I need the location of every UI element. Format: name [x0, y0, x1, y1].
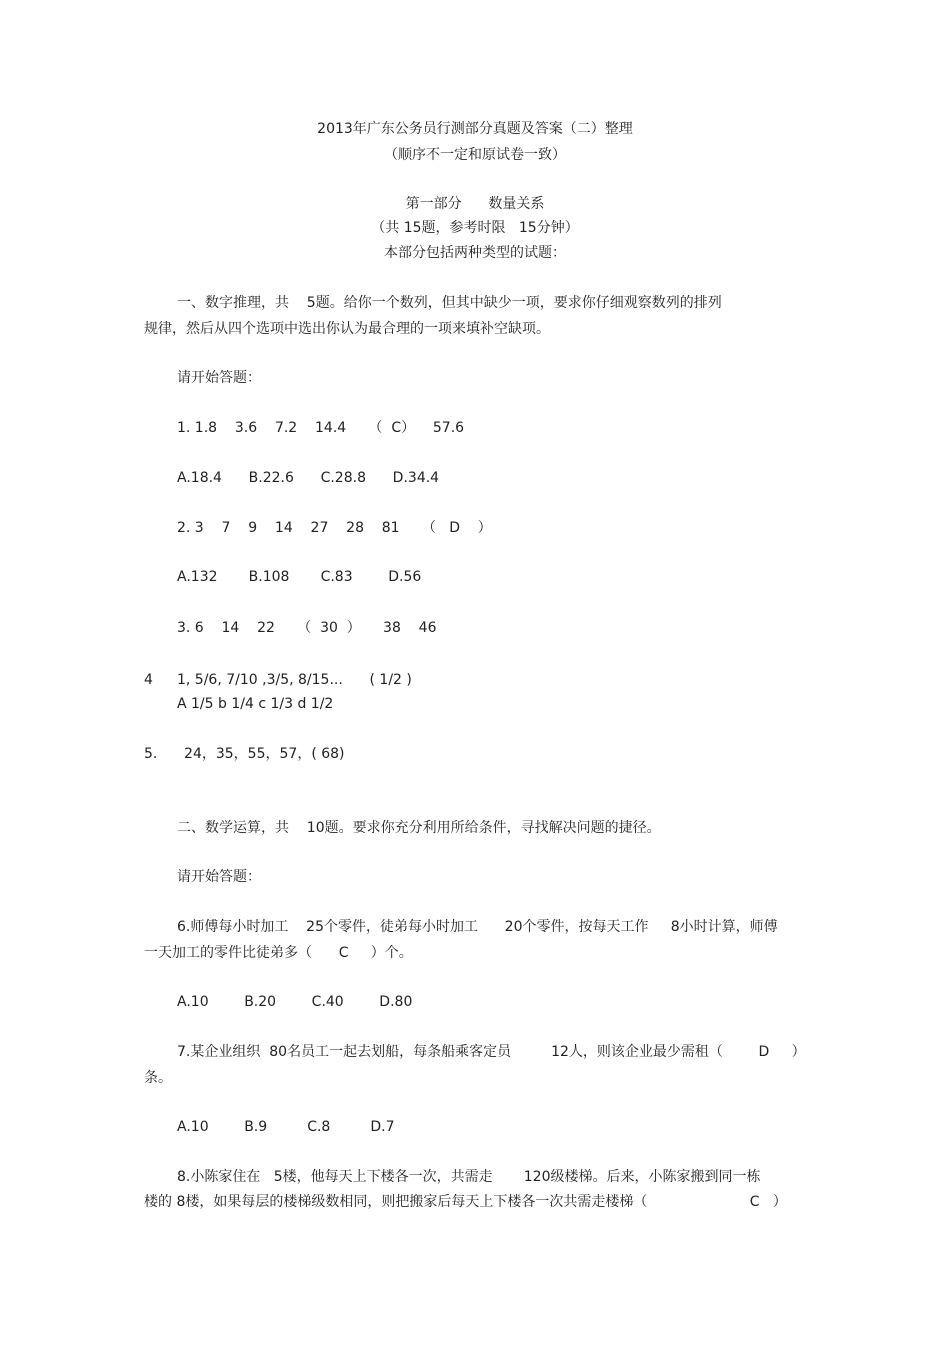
question-6-options: A.10 B.20 C.40 D.80	[177, 994, 413, 1010]
section2-desc: 二、数学运算，共 10题。要求你充分利用所给条件，寻找解决问题的捷径。	[177, 820, 661, 836]
question-5: 5. 24，35，55，57，( 68)	[144, 746, 345, 762]
section1-desc-line1: 一、数字推理，共 5题。给你一个数列，但其中缺少一项，要求你仔细观察数列的排列	[177, 295, 722, 311]
question-6-line1: 6.师傅每小时加工 25个零件，徒弟每小时加工 20个零件，按每天工作 8小时计算，师傅	[177, 919, 778, 935]
question-4-number: 4	[144, 672, 153, 688]
question-4-options: A 1/5 b 1/4 c 1/3 d 1/2	[177, 696, 334, 712]
question-7-line2: 条。	[144, 1070, 172, 1086]
question-1-options: A.18.4 B.22.6 C.28.8 D.34.4	[177, 470, 440, 486]
page-title: 2013年广东公务员行测部分真题及答案（二）整理	[317, 121, 633, 137]
question-8-line2: 楼的 8楼，如果每层的楼梯级数相同，则把搬家后每天上下楼各一次共需走楼梯（ C ）	[144, 1194, 787, 1210]
question-7-options: A.10 B.9 C.8 D.7	[177, 1119, 395, 1135]
section2-start: 请开始答题：	[177, 869, 261, 885]
question-2: 2. 3 7 9 14 27 28 81 （ D ）	[177, 520, 492, 536]
section1-start: 请开始答题：	[177, 370, 261, 386]
question-6-line2: 一天加工的零件比徒弟多（ C ）个。	[144, 945, 413, 961]
question-7-line1: 7.某企业组织 80名员工一起去划船，每条船乘客定员 12人，则该企业最少需租（ D ）	[177, 1044, 806, 1060]
question-2-options: A.132 B.108 C.83 D.56	[177, 569, 422, 585]
section1-desc-line2: 规律，然后从四个选项中选出你认为最合理的一项来填补空缺项。	[144, 321, 550, 337]
question-3: 3. 6 14 22 （ 30 ） 38 46	[177, 620, 437, 636]
part-heading: 第一部分 数量关系	[405, 196, 545, 212]
page-subtitle: （顺序不一定和原试卷一致）	[384, 147, 566, 163]
question-1: 1. 1.8 3.6 7.2 14.4 （ C） 57.6	[177, 420, 465, 436]
part-intro: 本部分包括两种类型的试题：	[384, 245, 566, 261]
question-8-line1: 8.小陈家住在 5楼，他每天上下楼各一次，共需走 120级楼梯。后来，小陈家搬到同一栋	[177, 1169, 761, 1185]
question-4: 1, 5/6, 7/10 ,3/5, 8/15... ( 1/2 )	[177, 672, 412, 688]
part-meta: （共 15题，参考时限 15分钟）	[371, 220, 579, 236]
